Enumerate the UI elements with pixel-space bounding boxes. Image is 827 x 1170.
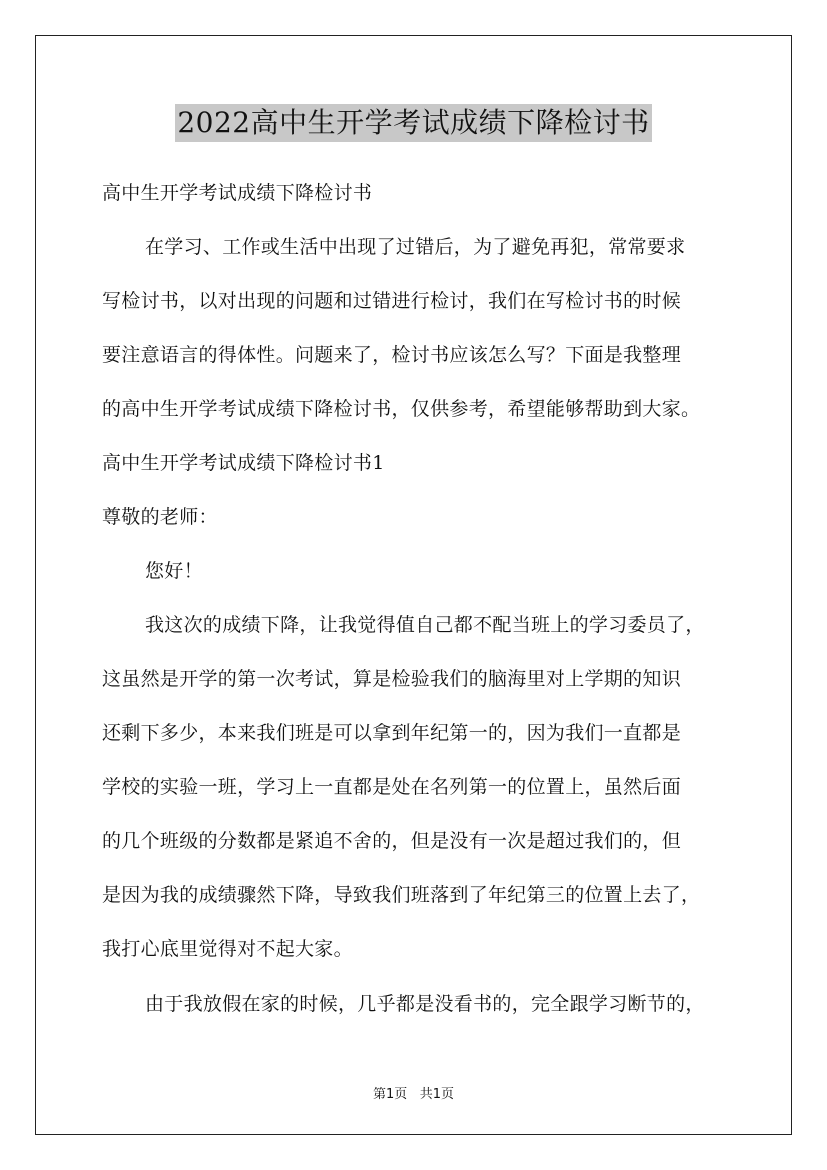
page-footer — [0, 1083, 827, 1102]
paragraph-line: 还剩下多少，本来我们班是可以拿到年纪第一的，因为我们一直都是 — [102, 722, 682, 744]
page-total: 共1页 — [419, 1087, 454, 1102]
salutation: 尊敬的老师： — [102, 506, 218, 528]
paragraph-line: 的高中生开学考试成绩下降检讨书，仅供参考，希望能够帮助到大家。 — [102, 398, 701, 420]
page-number: 第1页 — [373, 1087, 408, 1102]
document-title: 2022高中生开学考试成绩下降检讨书 — [175, 104, 651, 142]
paragraph-line: 写检讨书，以对出现的问题和过错进行检讨，我们在写检讨书的时候 — [102, 290, 682, 312]
section-heading: 高中生开学考试成绩下降检讨书1 — [102, 452, 385, 474]
paragraph-line: 在学习、工作或生活中出现了过错后，为了避免再犯，常常要求 — [145, 236, 686, 258]
subtitle-line: 高中生开学考试成绩下降检讨书 — [102, 182, 373, 204]
title-container — [0, 104, 827, 142]
paragraph-line: 的几个班级的分数都是紧追不舍的，但是没有一次是超过我们的，但 — [102, 830, 682, 852]
paragraph-line: 这虽然是开学的第一次考试，算是检验我们的脑海里对上学期的知识 — [102, 668, 682, 690]
paragraph-line: 我这次的成绩下降，让我觉得值自己都不配当班上的学习委员了， — [145, 614, 705, 636]
paragraph-line: 是因为我的成绩骤然下降，导致我们班落到了年纪第三的位置上去了， — [102, 884, 701, 906]
paragraph-line: 我打心底里觉得对不起大家。 — [102, 938, 353, 960]
paragraph-line: 学校的实验一班，学习上一直都是处在名列第一的位置上，虽然后面 — [102, 776, 682, 798]
paragraph-line: 由于我放假在家的时候，几乎都是没看书的，完全跟学习断节的， — [145, 993, 705, 1015]
paragraph-line: 要注意语言的得体性。问题来了，检讨书应该怎么写？下面是我整理 — [102, 344, 682, 366]
greeting: 您好！ — [145, 560, 203, 582]
